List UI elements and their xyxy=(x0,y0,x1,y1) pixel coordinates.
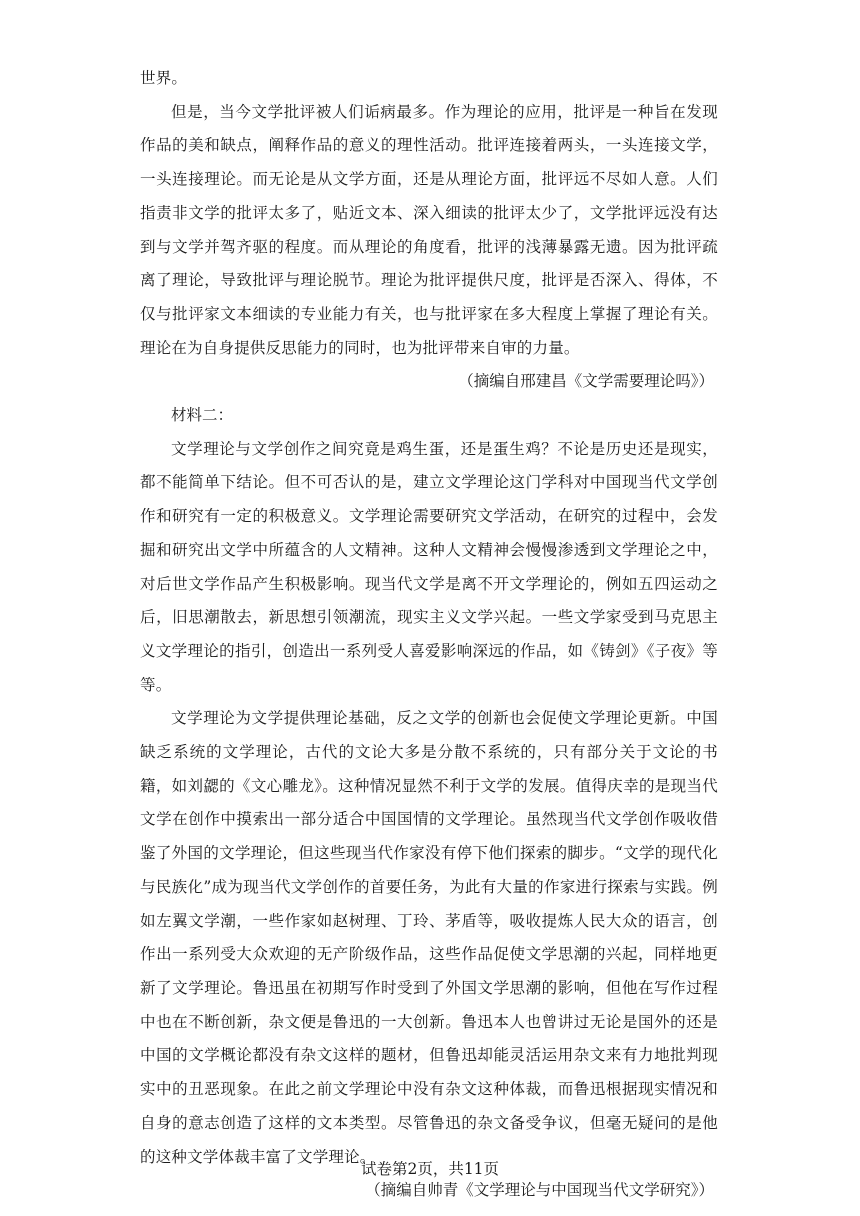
document-body xyxy=(140,62,718,1208)
source-citation-1: （摘编自邢建昌《文学需要理论吗》） xyxy=(458,372,714,391)
page-indicator: 试卷第2页，共11页 xyxy=(360,1160,500,1178)
paragraph-material-2-first: 文学理论与文学创作之间究竟是鸡生蛋，还是蛋生鸡？不论是历史还是现实，都不能简单下结论。但不可否认的是，建立文学理论这门学科对中国现当代文学创作和研究有一定的积极意义。文学理论需要研究文学活动，在研究的过程中，会发掘和研究出文学中所蕴含的人文精神。这种人文精神会慢慢渗透到文学理论之中，对后世文学作品产生积极影响。现当代文学是离不开文学理论的，例如五四运动之后，旧思潮散去，新思想引领潮流，现实主义文学兴起。一些文学家受到马克思主义文学理论的指引，创造出一系列受人喜爱影响深远的作品，如《铸剑》《子夜》等等。 xyxy=(140,439,718,694)
paragraph-material-2-second: 文学理论为文学提供理论基础，反之文学的创新也会促使文学理论更新。中国缺乏系统的文学理论，古代的文论大多是分散不系统的，只有部分关于文论的书籍，如刘勰的《文心雕龙》。这种情况显然不利于文学的发展。值得庆幸的是现当代文学在创作中摸索出一部分适合中国国情的文学理论。虽然现当代文学创作吸收借鉴了外国的文学理论，但这些现当代作家没有停下他们探索的脚步。“文学的现代化与民族化”成为现当代文学创作的首要任务，为此有大量的作家进行探索与实践。例如左翼文学潮，一些作家如赵树理、丁玲、茅盾等，吸收提炼人民大众的语言，创作出一系列受大众欢迎的无产阶级作品，这些作品促使文学思潮的兴起，同样地更新了文学理论。鲁迅虽在初期写作时受到了外国文学思潮的影响，但他在写作过程中也在不断创新，杂文便是鲁迅的一大创新。鲁迅本人也曾讲过无论是国外的还是中国的文学概论都没有杂文这样的题材，但鲁迅却能灵活运用杂文来有力地批判现实中的丑恶现象。在此之前文学理论中没有杂文这种体裁，而鲁迅根据现实情况和自身的意志创造了这样的文本类型。尽管鲁迅的杂文备受争议，但毫无疑问的是他的这种文学体裁丰富了文学理论。 xyxy=(140,709,718,1166)
paragraph-critique: 但是，当今文学批评被人们诟病最多。作为理论的应用，批评是一种旨在发现作品的美和缺点，阐释作品的意义的理性活动。批评连接着两头，一头连接文学，一头连接理论。而无论是从文学方面，还是从理论方面，批评远不尽如人意。人们指责非文学的批评太多了，贴近文本、深入细读的批评太少了，文学批评远没有达到与文学并驾齐驱的程度。而从理论的角度看，批评的浅薄暴露无遗。因为批评疏离了理论，导致批评与理论脱节。理论为批评提供尺度，批评是否深入、得体，不仅与批评家文本细读的专业能力有关，也与批评家在多大程度上掌握了理论有关。理论在为自身提供反思能力的同时，也为批评带来自审的力量。 xyxy=(140,102,718,357)
continued-paragraph-end: 世界。 xyxy=(140,69,188,87)
source-citation-2: （摘编自帅青《文学理论与中国现当代文学研究》） xyxy=(365,1181,714,1200)
material-2-label: 材料二： xyxy=(171,406,234,425)
page-footer xyxy=(0,1157,860,1181)
